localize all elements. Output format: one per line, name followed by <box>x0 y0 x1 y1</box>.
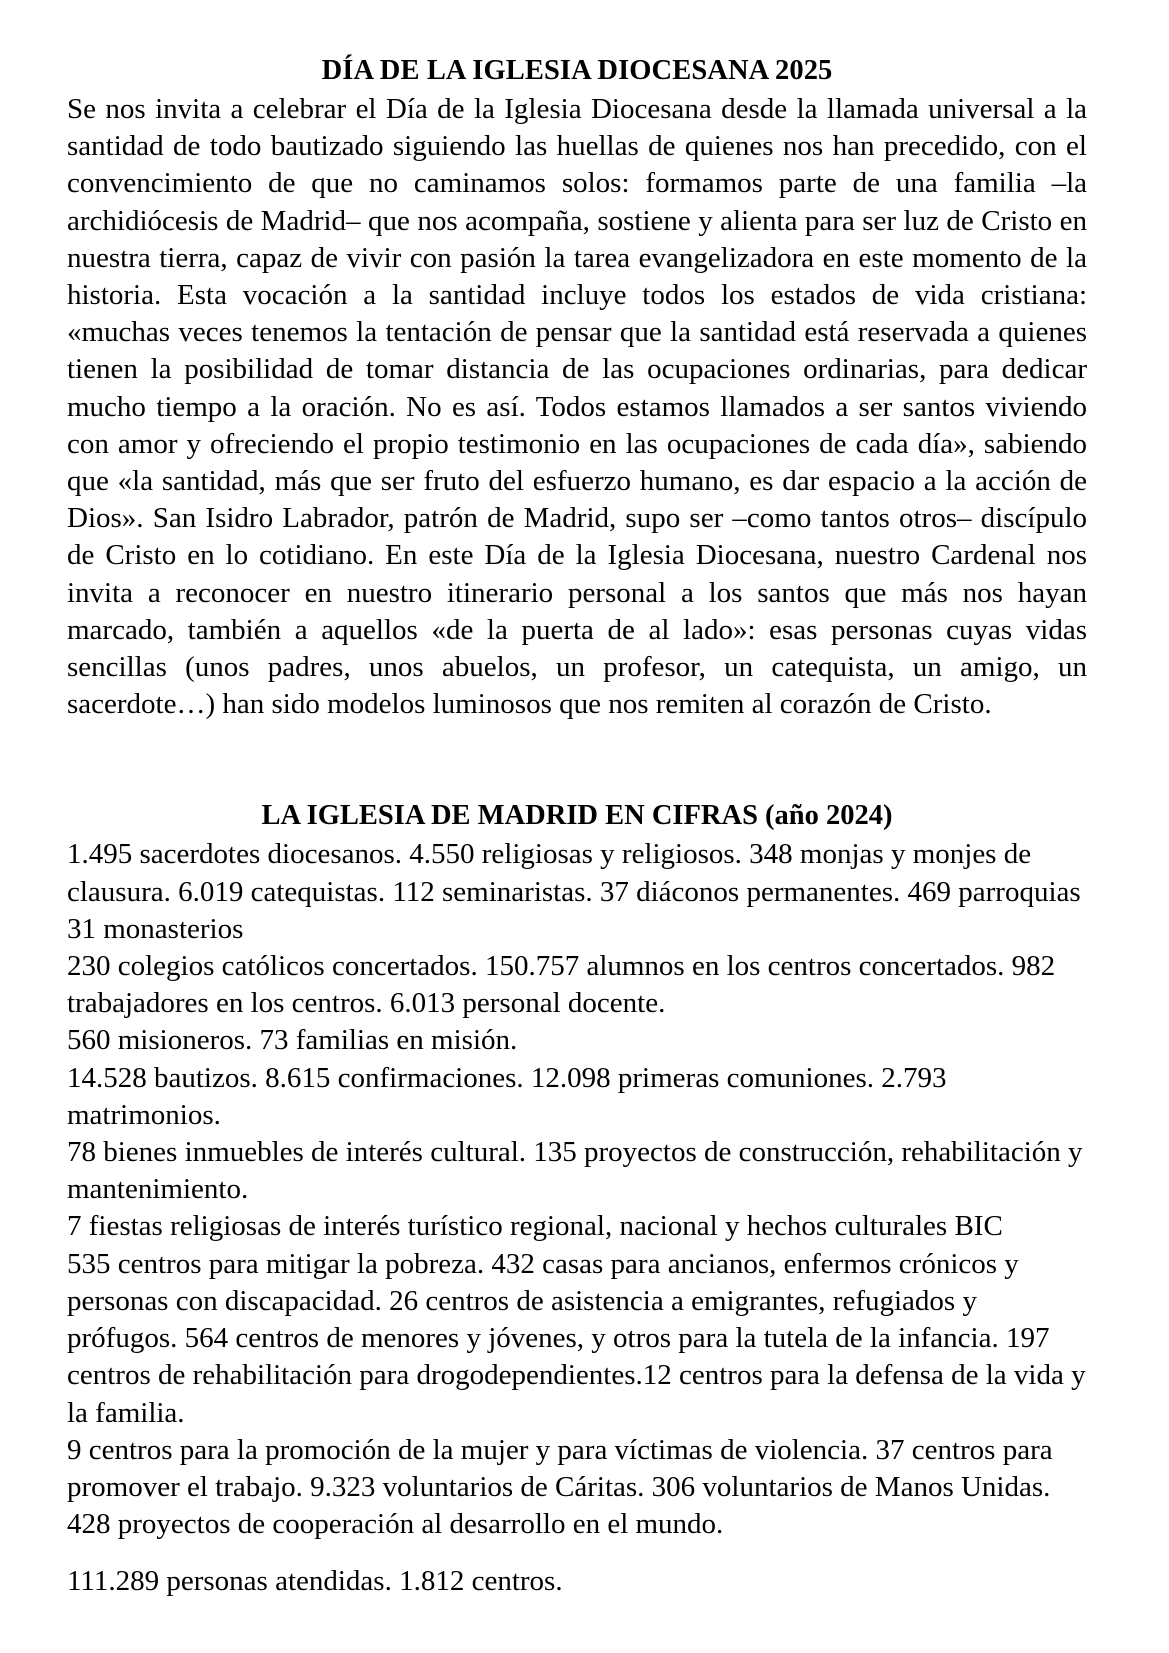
stats-summary-line: 111.289 personas atendidas. 1.812 centros. <box>67 1565 563 1598</box>
stats-line: 9 centros para la promoción de la mujer y para víctimas de violencia. 37 centros para promover el trabajo. 9.323 voluntarios de Cáritas. 306 voluntarios de Manos Unidas. 428 proyectos de cooperación al desarrollo en el mundo. <box>67 1433 1053 1541</box>
section-spacer <box>67 723 1087 797</box>
stats-line: 535 centros para mitigar la pobreza. 432 casas para ancianos, enfermos crónicos y personas con discapacidad. 26 centros de asistencia a emigrantes, refugiados y prófugos. 564 centros de menores y jóvenes, y otros para la tutela de la infancia. 197 centros de rehabilitación para drogodependientes.12 centros para la defensa de la vida y la familia. <box>67 1247 1086 1429</box>
intro-paragraph: Se nos invita a celebrar el Día de la Iglesia Diocesana desde la llamada universal a la santidad de todo bautizado siguiendo las huellas de quienes nos han precedido, con el convencimiento de que no caminamos solos: formamos parte de una familia –la archidiócesis de Madrid– que nos acompaña, sostiene y alienta para ser luz de Cristo en nuestra tierra, capaz de vivir con pasión la tarea evangelizadora en este momento de la historia. Esta vocación a la santidad incluye todos los estados de vida cristiana: «muchas veces tenemos la tentación de pensar que la santidad está reservada a quienes tienen la posibilidad de tomar distancia de las ocupaciones ordinarias, para dedicar mucho tiempo a la oración. No es así. Todos estamos llamados a ser santos viviendo con amor y ofreciendo el propio testimonio en las ocupaciones de cada día», sabiendo que «la santidad, más que ser fruto del esfuerzo humano, es dar espacio a la acción de Dios». San Isidro Labrador, patrón de Madrid, supo ser –como tantos otros– discípulo de Cristo en lo cotidiano. En este Día de la Iglesia Diocesana, nuestro Cardenal nos invita a reconocer en nuestro itinerario personal a los santos que más nos hayan marcado, también a aquellos «de la puerta de al lado»: esas personas cuyas vidas sencillas (unos padres, unos abuelos, un profesor, un catequista, un amigo, un sacerdote…) han sido modelos luminosos que nos remiten al corazón de Cristo. <box>67 93 1087 721</box>
stats-line: 14.528 bautizos. 8.615 confirmaciones. 12.098 primeras comuniones. 2.793 matrimonios. <box>67 1061 947 1131</box>
stats-section-title: LA IGLESIA DE MADRID EN CIFRAS (año 2024) <box>261 800 893 832</box>
stats-line: 7 fiestas religiosas de interés turístico regional, nacional y hechos culturales BIC <box>67 1210 1003 1243</box>
stats-line: 78 bienes inmuebles de interés cultural. 135 proyectos de construcción, rehabilitación y mantenimiento. <box>67 1136 1083 1206</box>
page-title: DÍA DE LA IGLESIA DIOCESANA 2025 <box>321 55 833 86</box>
stats-list <box>67 836 1087 1600</box>
stats-summary-spacer <box>67 1543 1087 1563</box>
stats-line: 560 misioneros. 73 familias en misión. <box>67 1024 518 1057</box>
stats-line: 230 colegios católicos concertados. 150.757 alumnos en los centros concertados. 982 trabajadores en los centros. 6.013 personal docente. <box>67 950 1056 1020</box>
stats-line: 1.495 sacerdotes diocesanos. 4.550 religiosas y religiosos. 348 monjas y monjes de clausura. 6.019 catequistas. 112 seminaristas. 37 diáconos permanentes. 469 parroquias 31 monasterios <box>67 838 1081 945</box>
